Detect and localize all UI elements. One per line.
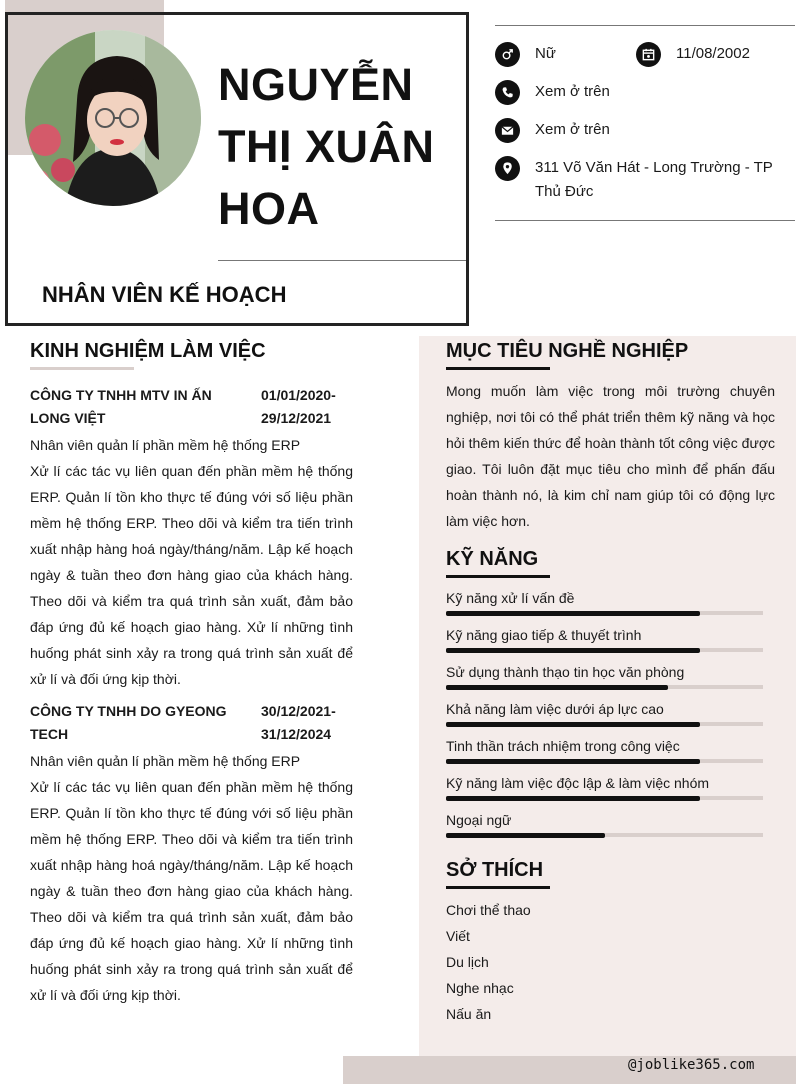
skill-bar-fill bbox=[446, 759, 700, 764]
avatar-photo bbox=[25, 30, 201, 206]
experience-underline bbox=[30, 367, 134, 370]
hobby-item: Viết bbox=[446, 928, 470, 944]
objective-text: Mong muốn làm việc trong môi trường chuyên nghiệp, nơi tôi có thể phát triển thêm kỹ năng và học hỏi thêm kiến thức để hoàn thành tốt công việc được giao. Tôi luôn đặt mục tiêu cho mình để phấn đấu hoàn thành nó, là kim chỉ nam giúp tôi có động lực làm việc hơn. bbox=[446, 383, 775, 529]
skill-item bbox=[446, 736, 775, 763]
objective-underline bbox=[446, 367, 550, 370]
calendar-icon bbox=[636, 42, 661, 67]
skill-label: Kỹ năng giao tiếp & thuyết trình bbox=[446, 627, 642, 643]
phone-value: Xem ở trên bbox=[535, 83, 610, 100]
skills-title: KỸ NĂNG bbox=[446, 548, 539, 570]
skill-label: Kỹ năng làm việc độc lập & làm việc nhóm bbox=[446, 775, 710, 791]
skills-list bbox=[446, 588, 775, 837]
job-role: Nhân viên quản lí phần mềm hệ thống ERP bbox=[30, 437, 301, 453]
contact-birthdate bbox=[636, 42, 750, 67]
job-date: 01/01/2020-29/12/2021 bbox=[261, 387, 336, 426]
gender-icon bbox=[495, 42, 520, 67]
job-entry bbox=[30, 384, 353, 692]
job-description: Xử lí các tác vụ liên quan đến phần mềm hệ thống ERP. Quản lí tồn kho thực tế đúng với số liệu phần mềm hệ thống ERP. Theo dõi và kiểm tra tiến trình xuất nhập hàng hoá ngày/tháng/năm. Lập kế hoạch ngày & tuần theo đơn hàng giao của khách hàng. Theo dõi và kiểm tra quá trình sản xuất, đảm bảo đáp ứng đủ kế hoạch giao hàng. Xử lí những tình huống phát sinh xảy ra trong quá trình sản xuất để xử lí và đối ứng kịp thời. bbox=[30, 463, 353, 687]
location-icon bbox=[495, 156, 520, 181]
birthdate-value: 11/08/2002 bbox=[676, 45, 750, 62]
name-divider bbox=[218, 260, 466, 261]
skill-bar-track bbox=[446, 722, 763, 726]
skill-bar-fill bbox=[446, 685, 668, 690]
avatar bbox=[25, 30, 201, 206]
skill-label: Sử dụng thành thạo tin học văn phòng bbox=[446, 664, 685, 680]
hobbies-title: SỞ THÍCH bbox=[446, 859, 544, 881]
skill-bar-track bbox=[446, 611, 763, 615]
email-icon bbox=[495, 118, 520, 143]
job-company: CÔNG TY TNHH MTV IN ẤN LONG VIỆT bbox=[30, 387, 212, 426]
email-value: Xem ở trên bbox=[535, 121, 610, 138]
skill-bar-track bbox=[446, 796, 763, 800]
contact-phone bbox=[495, 80, 610, 105]
job-title: NHÂN VIÊN KẾ HOẠCH bbox=[42, 282, 287, 307]
skill-item bbox=[446, 773, 775, 800]
hobby-item: Chơi thể thao bbox=[446, 902, 531, 918]
objective-title: MỤC TIÊU NGHỀ NGHIỆP bbox=[446, 340, 689, 362]
address-value: 311 Võ Văn Hát - Long Trường - TP Thủ Đức bbox=[535, 159, 773, 200]
hobbies-list bbox=[446, 897, 775, 1027]
skill-bar-fill bbox=[446, 722, 700, 727]
contact-email bbox=[495, 118, 610, 143]
skill-bar-track bbox=[446, 833, 763, 837]
job-description: Xử lí các tác vụ liên quan đến phần mềm hệ thống ERP. Quản lí tồn kho thực tế đúng với số liệu phần mềm hệ thống ERP. Theo dõi và kiểm tra tiến trình xuất nhập hàng hoá ngày/tháng/năm. Lập kế hoạch ngày & tuần theo đơn hàng giao của khách hàng. Theo dõi và kiểm tra quá trình sản xuất, đảm bảo đáp ứng đủ kế hoạch giao hàng. Xử lí những tình huống phát sinh xảy ra trong quá trình sản xuất để xử lí và đối ứng kịp thời. bbox=[30, 779, 353, 1003]
skill-bar-fill bbox=[446, 611, 700, 616]
skill-bar-fill bbox=[446, 833, 605, 838]
hobby-item: Du lịch bbox=[446, 954, 489, 970]
skill-bar-track bbox=[446, 648, 763, 652]
skill-label: Kỹ năng xử lí vấn đề bbox=[446, 590, 575, 606]
skills-underline bbox=[446, 575, 550, 578]
experience-section bbox=[30, 338, 353, 1008]
right-column bbox=[419, 336, 796, 1056]
skill-bar-track bbox=[446, 759, 763, 763]
skill-label: Khả năng làm việc dưới áp lực cao bbox=[446, 701, 664, 717]
footer-watermark: @joblike365.com bbox=[628, 1057, 755, 1073]
skill-item bbox=[446, 699, 775, 726]
job-date: 30/12/2021-31/12/2024 bbox=[261, 703, 336, 742]
job-company: CÔNG TY TNHH DO GYEONG TECH bbox=[30, 703, 227, 742]
skill-item bbox=[446, 810, 775, 837]
gender-value: Nữ bbox=[535, 45, 556, 62]
job-entry bbox=[30, 700, 353, 1008]
skill-item bbox=[446, 625, 775, 652]
skill-bar-fill bbox=[446, 648, 700, 653]
hobby-item: Nấu ăn bbox=[446, 1006, 492, 1022]
full-name: NGUYỄN THỊ XUÂN HOA bbox=[218, 59, 435, 234]
experience-title: KINH NGHIỆM LÀM VIỆC bbox=[30, 340, 266, 362]
skill-label: Ngoại ngữ bbox=[446, 812, 512, 828]
skill-item bbox=[446, 588, 775, 615]
skill-item bbox=[446, 662, 775, 689]
hobbies-underline bbox=[446, 886, 550, 889]
hobby-item: Nghe nhạc bbox=[446, 980, 514, 996]
contact-address bbox=[495, 156, 795, 204]
skill-bar-fill bbox=[446, 796, 700, 801]
skill-label: Tinh thần trách nhiệm trong công việc bbox=[446, 738, 680, 754]
phone-icon bbox=[495, 80, 520, 105]
contact-gender bbox=[495, 42, 556, 67]
skill-bar-track bbox=[446, 685, 763, 689]
job-role: Nhân viên quản lí phần mềm hệ thống ERP bbox=[30, 753, 301, 769]
contact-block bbox=[495, 25, 795, 221]
